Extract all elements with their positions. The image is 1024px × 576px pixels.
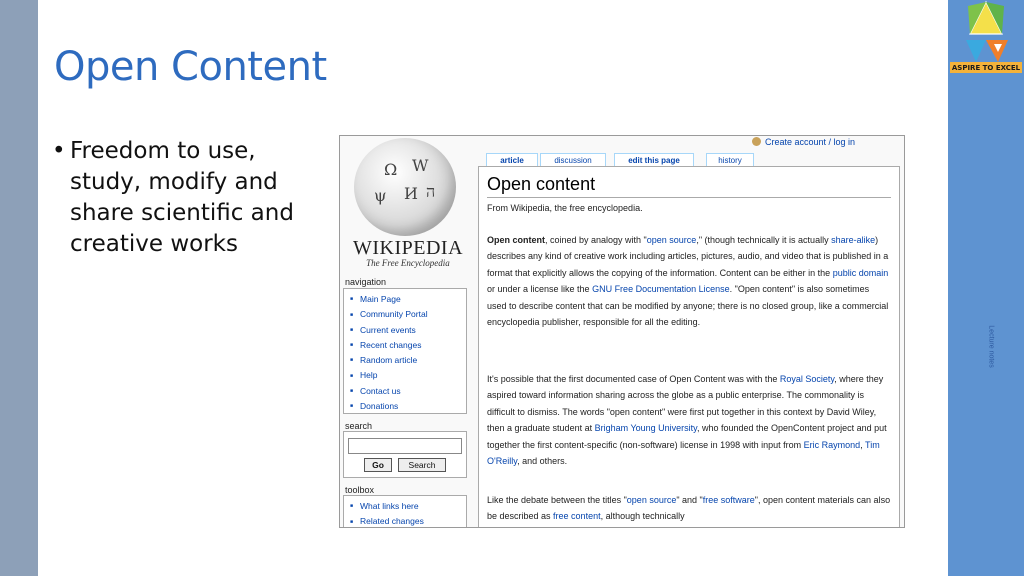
nav-link-5[interactable]: ■ Help [350,368,466,383]
nav-link-6[interactable]: ■ Contact us [350,384,466,399]
article-text: ) describes any kind of creative work including articles, pictures, audio, and video that is published in a format that explicitly allows the copying of the information. Content can be either in the [487,235,889,278]
bullet-item [52,136,312,260]
article-text: , [860,439,866,450]
search-button[interactable]: Search [398,458,446,472]
toolbox-portlet [343,495,467,528]
article-paragraph-2 [487,371,891,469]
side-vertical-text: Lecture notes [987,325,995,368]
article-link[interactable]: Royal Society [779,374,835,384]
article-link[interactable]: open source [626,495,677,505]
nav-link-4[interactable]: ■ Random article [350,353,466,368]
nav-link-0[interactable]: ■ Main Page [350,292,466,307]
navigation-heading: navigation [345,277,387,287]
toolbox-list [344,496,466,528]
article-paragraph-1 [487,232,891,330]
article-bold-term: Open content [487,235,545,245]
article-content [478,166,900,528]
bullet-text: Freedom to use, study, modify and share scientific and creative works [70,138,294,257]
nav-link-7[interactable]: ■ Donations [350,399,466,414]
article-text: , although technically [600,511,685,522]
toolbox-link-1[interactable]: ■ Related changes [350,514,466,528]
article-link[interactable]: free software [702,495,755,505]
slide-title: Open Content [54,44,327,90]
tab-discussion[interactable]: discussion [540,153,606,167]
nav-link-2[interactable]: ■ Current events [350,323,466,338]
article-link[interactable]: Brigham Young University [594,423,697,434]
article-link[interactable]: GNU Free Documentation License [592,284,730,295]
bullet-dot: • [52,138,66,164]
search-heading: search [345,421,373,431]
search-input[interactable] [348,438,462,454]
toolbox-link-0[interactable]: ■ What links here [350,499,466,514]
navigation-portlet [343,288,467,414]
nav-link-3[interactable]: ■ Recent changes [350,338,466,353]
tab-article[interactable]: article [486,153,538,167]
tab-edit[interactable]: edit this page [614,153,694,167]
article-text: , where they aspired toward information sharing across the globe as a public enterprise. The commonality is difficult to dismiss. The words "open content" were first put together in this context by David Wiley, then a graduate student at [487,374,884,434]
article-title: Open content [487,174,596,194]
article-link[interactable]: open source [646,235,697,245]
article-link[interactable]: share-alike [831,235,876,245]
nav-link-1[interactable]: ■ Community Portal [350,307,466,322]
article-text: ", open content materials can also be described as [487,495,891,522]
article-link[interactable]: Eric Raymond [803,439,861,450]
article-text: , coined by analogy with " [545,235,647,245]
logo-text: ASPIRE TO EXCEL [951,64,1021,72]
wikipedia-tagline: The Free Encyclopedia [366,258,450,268]
wikipedia-wordmark: WIKIPEDIA [352,237,464,259]
article-link[interactable]: public domain [832,267,889,278]
wikipedia-screenshot [339,135,905,528]
article-link[interactable]: Tim O'Reilly [487,439,880,467]
article-subtitle: From Wikipedia, the free encyclopedia. [487,203,643,213]
wikipedia-logo[interactable] [340,136,480,276]
navigation-list [344,289,466,416]
user-icon [752,137,761,146]
tab-history[interactable]: history [706,153,754,167]
article-text: ," (though technically it is actually [696,235,832,245]
article-text: It's possible that the first documented case of Open Content was with the [487,374,780,384]
article-text: . "Open content" is also sometimes used to describe content that can be modified by anyone; there is no closed group, like a commercial encyclopedia publisher, responsible for all the editing. [487,284,889,328]
create-account-link[interactable]: Create account / log in [752,137,855,147]
left-decor-bar [0,0,38,576]
article-text: , who founded the OpenContent project and put together the first content-specific (non-software) license in 1998 with input from [487,423,887,450]
article-text: , and others. [517,456,568,467]
article-text: Like the debate between the titles " [487,495,627,505]
puzzle-globe-icon: Ω W ψ И ה [354,138,456,236]
article-paragraph-3 [487,492,891,525]
toolbox-heading: toolbox [345,485,375,495]
article-text: " and " [676,495,703,505]
article-text: or under a license like the [487,284,593,295]
article-link[interactable]: free content [553,511,601,522]
title-divider [487,197,891,198]
go-button[interactable]: Go [364,458,392,472]
